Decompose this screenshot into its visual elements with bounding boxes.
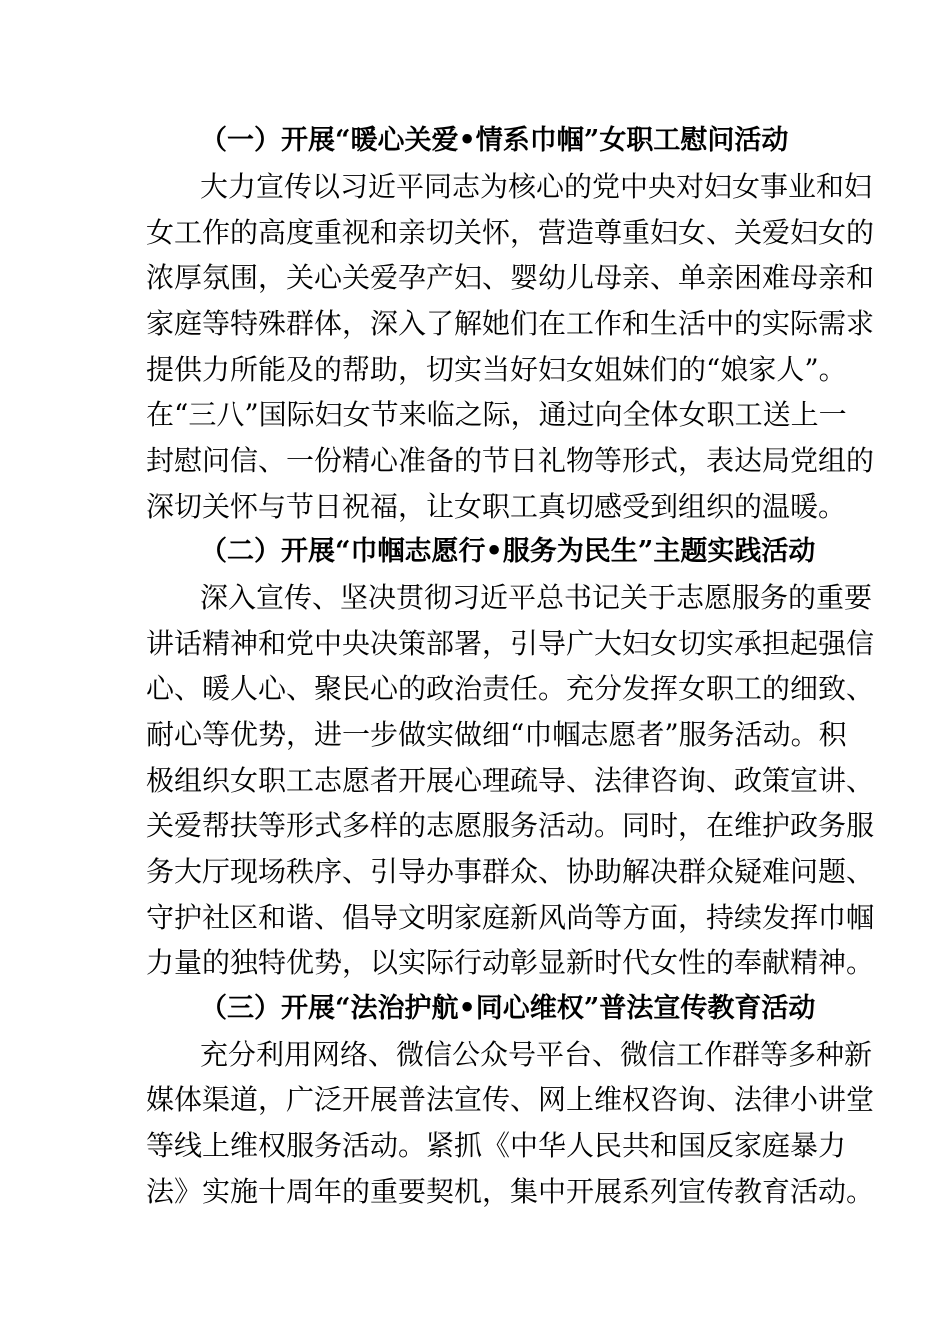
paragraph-line: 在“三八”国际妇女节来临之际，通过向全体女职工送上一 (146, 398, 847, 431)
paragraph-line: 关爱帮扶等形式多样的志愿服务活动。同时，在维护政务服 (146, 809, 875, 842)
paragraph-line: 极组织女职工志愿者开展心理疏导、法律咨询、政策宣讲、 (146, 764, 875, 797)
paragraph-line: 女工作的高度重视和亲切关怀，营造尊重妇女、关爱妇女的 (146, 216, 875, 249)
section-heading-2: （二）开展“巾帼志愿行•服务为民生”主题实践活动 (200, 536, 816, 567)
paragraph-line: 深入宣传、坚决贯彻习近平总书记关于志愿服务的重要 (200, 581, 873, 614)
paragraph-line: 大力宣传以习近平同志为核心的党中央对妇女事业和妇 (200, 170, 873, 203)
paragraph-line: 法》实施十周年的重要契机，集中开展系列宣传教育活动。 (146, 1175, 875, 1208)
paragraph-line: 务大厅现场秩序、引导办事群众、协助解决群众疑难问题、 (146, 855, 875, 888)
section-heading-3: （三）开展“法治护航•同心维权”普法宣传教育活动 (200, 993, 816, 1024)
paragraph-line: 家庭等特殊群体，深入了解她们在工作和生活中的实际需求 (146, 307, 875, 340)
paragraph-line: 耐心等优势，进一步做实做细“巾帼志愿者”服务活动。积 (146, 718, 847, 751)
paragraph-line: 浓厚氛围，关心关爱孕产妇、婴幼儿母亲、单亲困难母亲和 (146, 261, 875, 294)
paragraph-line: 守护社区和谐、倡导文明家庭新风尚等方面，持续发挥巾帼 (146, 901, 875, 934)
paragraph-line: 媒体渠道，广泛开展普法宣传、网上维权咨询、法律小讲堂 (146, 1083, 875, 1116)
paragraph-line: 心、暖人心、聚民心的政治责任。充分发挥女职工的细致、 (146, 672, 875, 705)
paragraph-line: 提供力所能及的帮助，切实当好妇女姐妹们的“娘家人”。 (146, 353, 847, 386)
paragraph-line: 等线上维权服务活动。紧抓《中华人民共和国反家庭暴力 (146, 1129, 847, 1162)
paragraph-line: 封慰问信、一份精心准备的节日礼物等形式，表达局党组的 (146, 444, 875, 477)
paragraph-line: 深切关怀与节日祝福，让女职工真切感受到组织的温暖。 (146, 490, 847, 523)
paragraph-line: 力量的独特优势，以实际行动彰显新时代女性的奉献精神。 (146, 946, 875, 979)
section-heading-1: （一）开展“暖心关爱•情系巾帼”女职工慰问活动 (200, 125, 789, 156)
paragraph-line: 讲话精神和党中央决策部署，引导广大妇女切实承担起强信 (146, 627, 875, 660)
paragraph-line: 充分利用网络、微信公众号平台、微信工作群等多种新 (200, 1038, 873, 1071)
